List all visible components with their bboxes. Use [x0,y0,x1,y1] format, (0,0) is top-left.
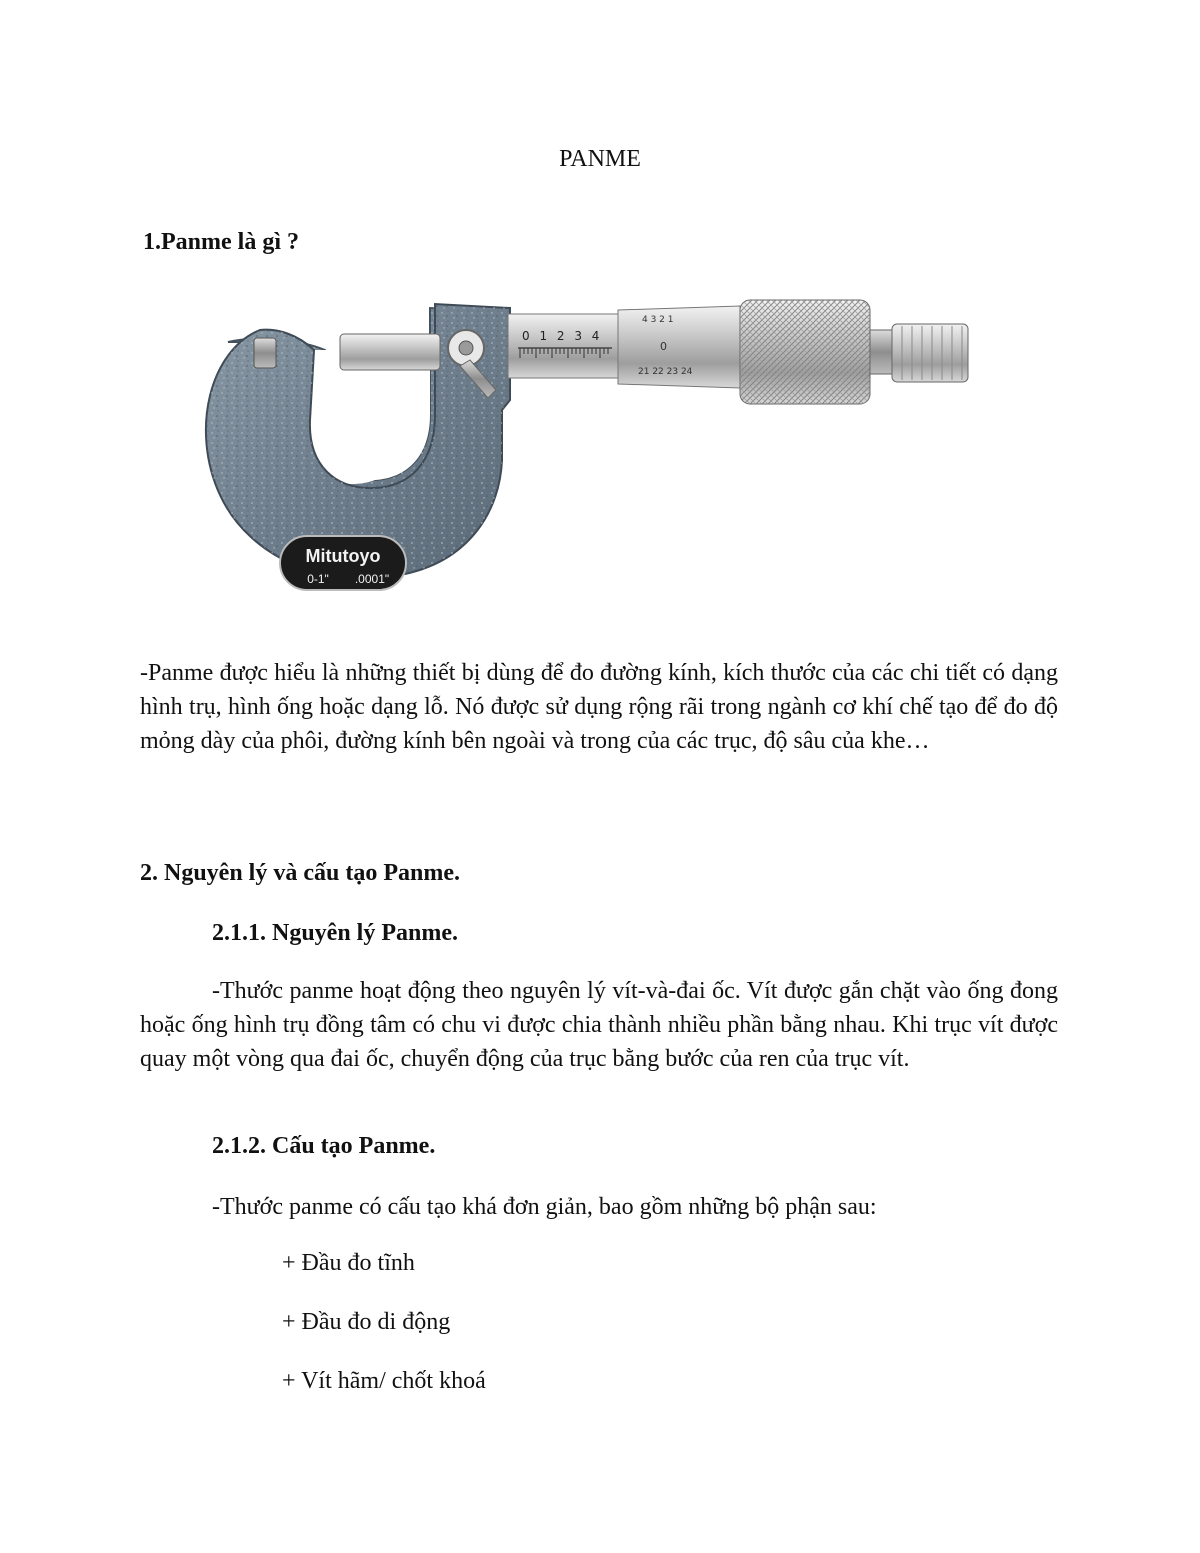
list-item-movable-spindle: + Đầu đo di động [282,1309,451,1335]
sleeve-scale-numbers: 0 1 2 3 4 [522,329,603,343]
brand-name: Mitutoyo [305,546,381,566]
subsection-2-1-2-heading: 2.1.2. Cấu tạo Panme. [212,1133,436,1159]
list-item-fixed-anvil: + Đầu đo tĩnh [282,1250,415,1276]
range-label: 0-1" [307,572,329,586]
thimble-zero: 0 [660,340,667,353]
section-1-paragraph: -Panme được hiểu là những thiết bị dùng để đo đường kính, kích thước của các chi tiết có dạng hình trụ, hình ống hoặc dạng lỗ. Nó được sử dụng rộng rãi trong ngành cơ khí chế tạo để đo độ mỏng dày của phôi, đường kính bên ngoài và trong của các trục, độ sâu của khe… [140,660,1058,754]
sleeve [508,314,618,378]
resolution-label: .0001" [354,572,390,586]
thimble-top-numbers: 4 3 2 1 [642,315,674,325]
subsection-2-1-2-intro: -Thước panme có cấu tạo khá đơn giản, bao gồm những bộ phận sau: [212,1194,877,1220]
section-1-heading: 1.Panme là gì ? [143,229,299,255]
thimble [618,306,740,388]
brand-plate [280,536,406,590]
knurled-grip [740,300,870,404]
spindle [340,334,440,370]
anvil [254,338,276,368]
micrometer-image [150,290,990,635]
subsection-2-1-1-heading: 2.1.1. Nguyên lý Panme. [212,920,458,946]
document-title: PANME [559,146,641,172]
thimble-bottom-numbers: 21 22 23 24 [638,367,693,377]
section-2-heading: 2. Nguyên lý và cấu tạo Panme. [140,860,460,886]
list-item-lock-screw: + Vít hãm/ chốt khoá [282,1368,486,1394]
subsection-2-1-1-paragraph: -Thước panme hoạt động theo nguyên lý vít-và-đai ốc. Vít được gắn chặt vào ống đong hoặc ống hình trụ đồng tâm có chu vi được chia thành nhiều phần bằng nhau. Khi trục vít được quay một vòng qua đai ốc, chuyển động của trục bằng bước của ren của trục vít. [140,978,1058,1072]
ratchet-stop [870,324,968,382]
